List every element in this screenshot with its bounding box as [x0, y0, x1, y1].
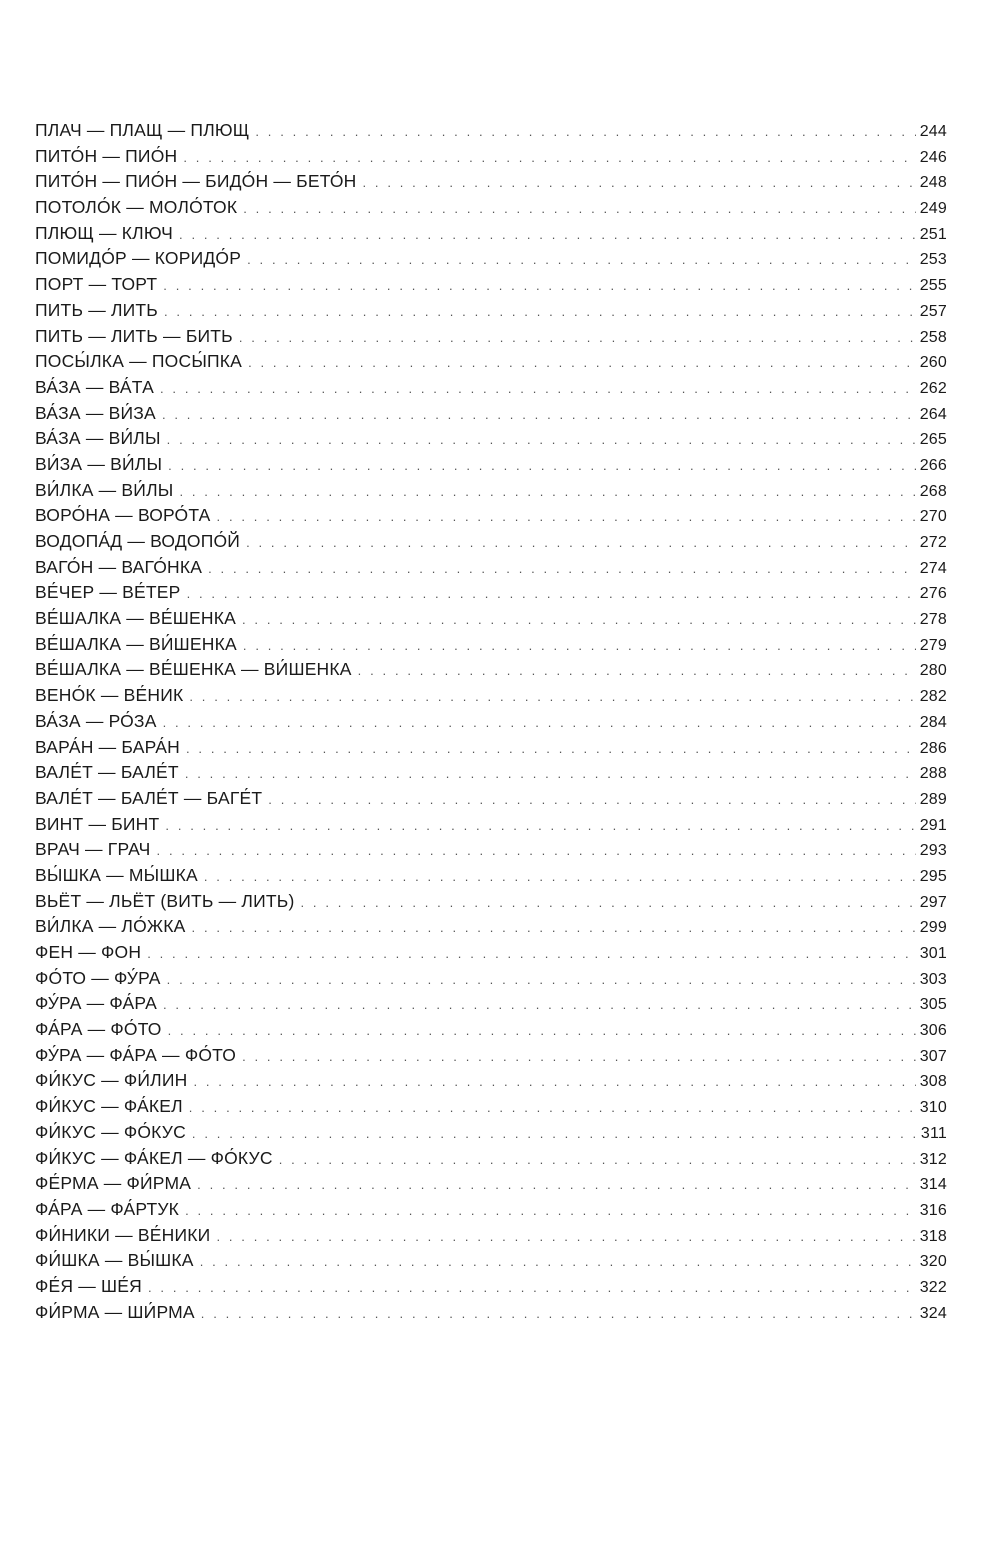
- dot-leader: [358, 664, 916, 677]
- toc-entry-title: ФИ́РМА — ШИ́РМА: [35, 1301, 195, 1322]
- dot-leader: [197, 1178, 916, 1191]
- toc-entry-page: 265: [919, 431, 947, 449]
- toc-entry-page: 274: [919, 559, 947, 577]
- dot-leader: [301, 896, 916, 909]
- toc-entry-page: 314: [919, 1176, 947, 1194]
- dot-leader: [157, 844, 916, 857]
- toc-entry-page: 293: [919, 842, 947, 860]
- toc-entry-title: ВРАЧ — ГРАЧ: [35, 839, 151, 860]
- toc-entry-page: 280: [919, 662, 947, 680]
- toc-entry-title: ВЕНО́К — ВЕ́НИК: [35, 685, 184, 706]
- toc-entry-page: 268: [919, 482, 947, 500]
- toc-entry-page: 262: [919, 379, 947, 397]
- dot-leader: [193, 1075, 915, 1088]
- toc-entry-page: 305: [919, 996, 947, 1014]
- toc-entry: [35, 480, 947, 506]
- toc-entry-title: ВЬЁТ — ЛЬЁТ (ВИТЬ — ЛИТЬ): [35, 890, 295, 911]
- toc-entry: [35, 659, 947, 685]
- toc-entry: [35, 1199, 947, 1225]
- toc-entry: [35, 608, 947, 634]
- toc-entry-title: ВИ́ЗА — ВИ́ЛЫ: [35, 453, 163, 474]
- toc-entry: [35, 865, 947, 891]
- dot-leader: [279, 1153, 916, 1166]
- toc-entry: [35, 531, 947, 557]
- dot-leader: [164, 305, 916, 318]
- toc-entry-title: ВА́ЗА — РО́ЗА: [35, 710, 157, 731]
- toc-entry-title: ВАЛЕ́Т — БАЛЕ́Т: [35, 762, 179, 783]
- toc-entry-title: ФИ́НИКИ — ВЕ́НИКИ: [35, 1224, 211, 1245]
- toc-entry-page: 295: [919, 867, 947, 885]
- toc-entry-page: 318: [919, 1227, 947, 1245]
- toc-entry: [35, 557, 947, 583]
- dot-leader: [147, 947, 916, 960]
- toc-entry: [35, 120, 947, 146]
- dot-leader: [185, 767, 916, 780]
- toc-entry-title: ВАЛЕ́Т — БАЛЕ́Т — БАГЕ́Т: [35, 787, 263, 808]
- toc-entry-page: 257: [919, 302, 947, 320]
- dot-leader: [201, 1307, 916, 1320]
- toc-entry-page: 272: [919, 534, 947, 551]
- dot-leader: [187, 587, 916, 600]
- dot-leader: [268, 793, 915, 806]
- toc-entry: [35, 1096, 947, 1122]
- toc-entry-title: ФУ́РА — ФА́РА — ФО́ТО: [35, 1044, 237, 1065]
- dot-leader: [216, 1230, 915, 1243]
- toc-entry: [35, 685, 947, 711]
- toc-entry: [35, 1173, 947, 1199]
- toc-entry: [35, 942, 947, 968]
- toc-entry-title: ВОДОПА́Д — ВОДОПО́Й: [35, 531, 241, 551]
- toc-entry-title: ВЕ́ЧЕР — ВЕ́ТЕР: [35, 582, 181, 603]
- dot-leader: [246, 536, 916, 549]
- toc-entry-title: ВИНТ — БИНТ: [35, 813, 160, 834]
- dot-leader: [179, 228, 916, 241]
- toc-entry: [35, 248, 947, 274]
- toc-entry-title: ФУ́РА — ФА́РА: [35, 993, 157, 1014]
- dot-leader: [167, 433, 916, 446]
- toc-entry: [35, 711, 947, 737]
- toc-entry: [35, 326, 947, 352]
- toc-entry-title: ПОТОЛО́К — МОЛО́ТОК: [35, 197, 238, 218]
- dot-leader: [243, 202, 915, 215]
- toc-entry-title: ФИ́КУС — ФА́КЕЛ — ФО́КУС: [35, 1147, 273, 1168]
- toc-entry-title: ВЕ́ШАЛКА — ВИ́ШЕНКА: [35, 633, 237, 654]
- toc-entry-title: ВА́ЗА — ВА́ТА: [35, 376, 154, 397]
- dot-leader: [163, 998, 916, 1011]
- toc-entry: [35, 582, 947, 608]
- toc-entry-page: 258: [919, 328, 947, 346]
- toc-entry-page: 308: [919, 1073, 947, 1091]
- toc-entry: [35, 814, 947, 840]
- toc-entry: [35, 788, 947, 814]
- dot-leader: [167, 973, 916, 986]
- toc-entry-page: 299: [919, 919, 947, 937]
- toc-entry-page: 282: [919, 688, 947, 706]
- toc-entry-page: 253: [919, 251, 947, 269]
- toc-entry-title: ФЕ́Я — ШЕ́Я: [35, 1275, 142, 1296]
- toc-entry: [35, 762, 947, 788]
- toc-entry-page: 286: [919, 739, 947, 757]
- dot-leader: [160, 382, 916, 395]
- dot-leader: [192, 921, 916, 934]
- toc-entry-page: 248: [919, 174, 947, 192]
- toc-entry-page: 320: [919, 1253, 947, 1271]
- toc-entry-title: ПИТО́Н — ПИО́Н — БИДО́Н — БЕТО́Н: [35, 171, 357, 192]
- toc-entry-title: ВИ́ЛКА — ВИ́ЛЫ: [35, 479, 174, 500]
- toc-entry: [35, 1019, 947, 1045]
- toc-entry-title: ФА́РА — ФО́ТО: [35, 1019, 162, 1040]
- toc-entry-page: 284: [919, 713, 947, 731]
- toc-entry-title: ПОРТ — ТОРТ: [35, 274, 158, 295]
- toc-entry: [35, 1070, 947, 1096]
- toc-entry-title: ФЕН — ФОН: [35, 942, 142, 962]
- dot-leader: [192, 1127, 917, 1140]
- dot-leader: [168, 459, 916, 472]
- toc-entry-page: 279: [919, 636, 947, 654]
- dot-leader: [208, 562, 916, 575]
- dot-leader: [242, 613, 916, 626]
- dot-leader: [255, 125, 915, 138]
- toc-entry: [35, 839, 947, 865]
- toc-entry-page: 301: [919, 945, 947, 962]
- dot-leader: [185, 1204, 916, 1217]
- toc-entry: [35, 171, 947, 197]
- toc-entry-page: 244: [919, 123, 947, 140]
- toc-entry-page: 322: [919, 1278, 947, 1296]
- toc-entry-page: 246: [919, 148, 947, 166]
- toc-entry-title: ВА́ЗА — ВИ́ЛЫ: [35, 428, 161, 449]
- toc-entry-page: 303: [919, 970, 947, 988]
- toc-entry-title: ПЛАЧ — ПЛАЩ — ПЛЮЩ: [35, 120, 250, 140]
- toc-entry-title: ПИТЬ — ЛИТЬ: [35, 299, 158, 320]
- toc-entry-title: ФИ́КУС — ФА́КЕЛ: [35, 1096, 183, 1117]
- dot-leader: [200, 1255, 916, 1268]
- toc-entry: [35, 428, 947, 454]
- toc-entry: [35, 737, 947, 763]
- toc-entry-title: ФО́ТО — ФУ́РА: [35, 967, 161, 988]
- toc-entry: [35, 454, 947, 480]
- dot-leader: [242, 1050, 916, 1063]
- toc-entry: [35, 300, 947, 326]
- toc-entry-page: 251: [919, 225, 947, 243]
- toc-entry: [35, 993, 947, 1019]
- toc-entry-page: 264: [919, 405, 947, 423]
- table-of-contents: [35, 120, 947, 1327]
- dot-leader: [362, 176, 915, 189]
- toc-entry-page: 255: [919, 277, 947, 295]
- toc-entry: [35, 351, 947, 377]
- dot-leader: [248, 356, 916, 369]
- toc-entry: [35, 968, 947, 994]
- toc-entry: [35, 1250, 947, 1276]
- dot-leader: [247, 253, 916, 266]
- toc-entry-title: ВИ́ЛКА — ЛО́ЖКА: [35, 916, 186, 937]
- toc-entry-page: 312: [919, 1150, 947, 1168]
- toc-entry-page: 278: [919, 611, 947, 629]
- dot-leader: [189, 690, 915, 703]
- toc-entry-title: ВАГО́Н — ВАГО́НКА: [35, 556, 203, 577]
- toc-entry: [35, 1276, 947, 1302]
- dot-leader: [217, 510, 916, 523]
- dot-leader: [239, 331, 916, 344]
- toc-entry-title: ФИ́КУС — ФО́КУС: [35, 1121, 186, 1142]
- toc-entry-page: 288: [919, 765, 947, 783]
- dot-leader: [163, 716, 916, 729]
- toc-entry-title: ВОРО́НА — ВОРО́ТА: [35, 505, 211, 526]
- toc-entry-title: ВЫ́ШКА — МЫ́ШКА: [35, 864, 198, 885]
- toc-entry-title: ФЕ́РМА — ФИ́РМА: [35, 1173, 192, 1194]
- toc-entry-page: 289: [919, 790, 947, 808]
- toc-entry: [35, 1148, 947, 1174]
- toc-entry: [35, 916, 947, 942]
- toc-entry: [35, 377, 947, 403]
- toc-entry-page: 324: [919, 1304, 947, 1322]
- dot-leader: [165, 819, 915, 832]
- toc-entry-page: 310: [919, 1099, 947, 1117]
- toc-entry: [35, 505, 947, 531]
- dot-leader: [189, 1101, 916, 1114]
- toc-entry-title: ФА́РА — ФА́РТУК: [35, 1198, 180, 1219]
- toc-entry: [35, 223, 947, 249]
- toc-entry-page: 266: [919, 456, 947, 474]
- toc-entry-page: 276: [919, 585, 947, 603]
- toc-entry: [35, 634, 947, 660]
- toc-entry-title: ФИ́КУС — ФИ́ЛИН: [35, 1070, 188, 1091]
- toc-entry-title: ВЕ́ШАЛКА — ВЕ́ШЕНКА: [35, 608, 236, 629]
- toc-entry-page: 316: [919, 1201, 947, 1219]
- toc-entry-page: 291: [919, 816, 947, 834]
- toc-entry-title: ПЛЮЩ — КЛЮЧ: [35, 222, 174, 243]
- toc-entry-title: ВАРА́Н — БАРА́Н: [35, 736, 180, 757]
- toc-entry: [35, 1302, 947, 1328]
- toc-entry-title: ПИТЬ — ЛИТЬ — БИТЬ: [35, 325, 233, 346]
- toc-entry-page: 311: [920, 1124, 947, 1142]
- toc-entry-page: 249: [919, 200, 947, 218]
- toc-entry-title: ВА́ЗА — ВИ́ЗА: [35, 402, 156, 423]
- toc-entry: [35, 1122, 947, 1148]
- dot-leader: [183, 151, 915, 164]
- toc-entry: [35, 1225, 947, 1251]
- dot-leader: [186, 742, 916, 755]
- toc-entry-page: 306: [919, 1022, 947, 1040]
- dot-leader: [179, 485, 915, 498]
- toc-entry-title: ФИ́ШКА — ВЫ́ШКА: [35, 1250, 194, 1271]
- toc-entry-page: 260: [919, 354, 947, 372]
- toc-entry: [35, 146, 947, 172]
- toc-entry-title: ПИТО́Н — ПИО́Н: [35, 145, 178, 166]
- toc-entry: [35, 403, 947, 429]
- toc-entry-page: 297: [919, 893, 947, 911]
- dot-leader: [162, 408, 916, 421]
- dot-leader: [204, 870, 916, 883]
- toc-entry-title: ВЕ́ШАЛКА — ВЕ́ШЕНКА — ВИ́ШЕНКА: [35, 659, 352, 680]
- dot-leader: [243, 639, 916, 652]
- dot-leader: [163, 279, 915, 292]
- toc-entry-title: ПОМИДО́Р — КОРИДО́Р: [35, 248, 242, 269]
- toc-entry-page: 307: [919, 1047, 947, 1065]
- toc-entry: [35, 1045, 947, 1071]
- toc-entry: [35, 197, 947, 223]
- dot-leader: [148, 1281, 916, 1294]
- toc-entry-page: 270: [919, 508, 947, 526]
- toc-entry: [35, 274, 947, 300]
- toc-entry-title: ПОСЫ́ЛКА — ПОСЫ́ПКА: [35, 351, 243, 372]
- dot-leader: [168, 1024, 916, 1037]
- toc-entry: [35, 891, 947, 917]
